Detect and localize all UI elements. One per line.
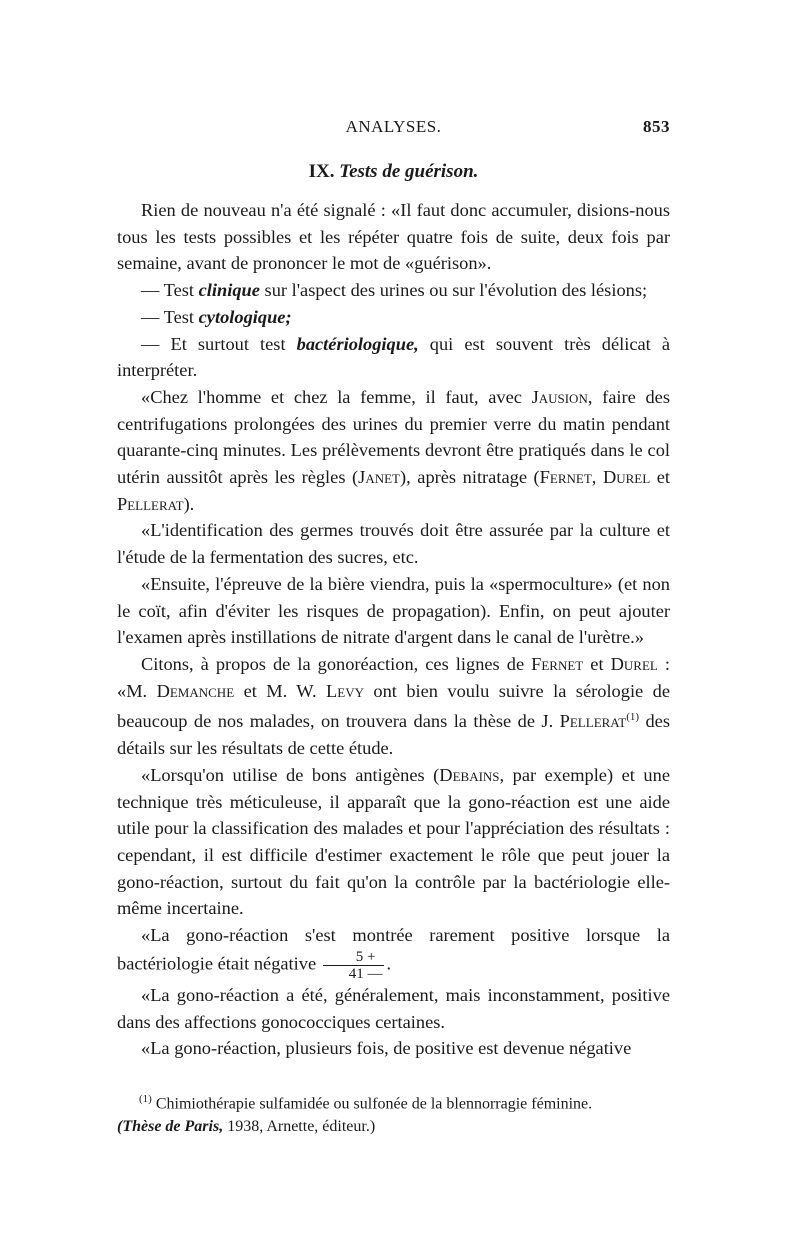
footnote-line: $^{(1)}$ Chimiothérapie sulfamidée ou sulfonée de la blennorragie féminine. [139,1092,593,1113]
page-header [117,113,670,143]
paragraph: — Test cytologique; [141,306,292,327]
document-page [117,113,670,1138]
paragraph: «La gono-réaction a été, généralement, mais inconstamment, positive dans des affections gonococciques certaines. [117,984,670,1032]
paragraph: «Ensuite, l'épreuve de la bière viendra, puis la «spermoculture» (et non le coït, afin d'éviter les risques de propagation). Enfin, on peut ajouter l'examen après instillations de nitrate d'argent dans le canal de l'urètre.» [117,573,670,648]
section-title-text: Tests de guérison. [339,161,479,182]
paragraph: «Lorsqu'on utilise de bons antigènes (Debains, par exemple) et une technique très méticuleuse, il apparaît que la gono-réaction est une aide utile pour la classification des malades et pour l'appréciation des résultats : cependant, il est difficile d'estimer exactement le rôle que peut jouer la gono-réaction, surtout du fait qu'on la contrôle par la bactériologie elle-même incertaine. [117,764,670,919]
fraction-denominator: 41 — [348,965,383,982]
paragraph: «La gono-réaction, plusieurs fois, de positive est devenue négative [141,1038,632,1059]
footnote-marker: (1) [139,1092,152,1105]
paragraph: — Test clinique sur l'aspect des urines ou sur l'évolution des lésions; [141,280,648,301]
paragraph: «Chez l'homme et chez la femme, il faut, avec Jausion, faire des centrifugations prolongées des urines du premier verre du matin pendant quarante-cinq minutes. Les prélèvements devront être pratiqués dans le col utérin aussitôt après les règles (Janet), après nitratage (Fernet, Durel et Pellerat). [117,386,671,514]
paragraph: «L'identification des germes trouvés doit être assurée par la culture et l'étude de la fermentation des sucres, etc. [117,520,670,568]
page-number: 853 [643,117,670,136]
footnote [117,1088,670,1138]
fraction-numerator: 5 + [323,949,385,966]
footnote-reference: (1) [626,711,640,724]
footnote-line: (Thèse de Paris, 1938, Arnette, éditeur.) [117,1118,376,1136]
paragraph: «La gono-réaction s'est montrée rarement positive lorsque la bactériologie était négative $\frac{5 +}{41 —}$ . [117,925,670,982]
fraction [323,949,385,982]
section-title [117,161,670,183]
running-title: ANALYSES. [345,117,442,136]
body-text [117,197,670,1062]
section-number: IX. [308,161,335,182]
paragraph: — Et surtout test bactériologique, qui est souvent très délicat à interpréter. [117,333,670,381]
paragraph: Citons, à propos de la gonoréaction, ces lignes de Fernet et Durel : «M. Demanche et M. W. Levy ont bien voulu suivre la sérologie de beaucoup de nos malades, on trouvera dans la thèse de J. Pellerat$^{(1)}$ des détails sur les résultats de cette étude. [117,653,670,759]
paragraph: Rien de nouveau n'a été signalé : «Il faut donc accumuler, disions-nous tous les tests possibles et les répéter quatre fois de suite, deux fois par semaine, avant de prononcer le mot de «guérison». [117,200,670,274]
